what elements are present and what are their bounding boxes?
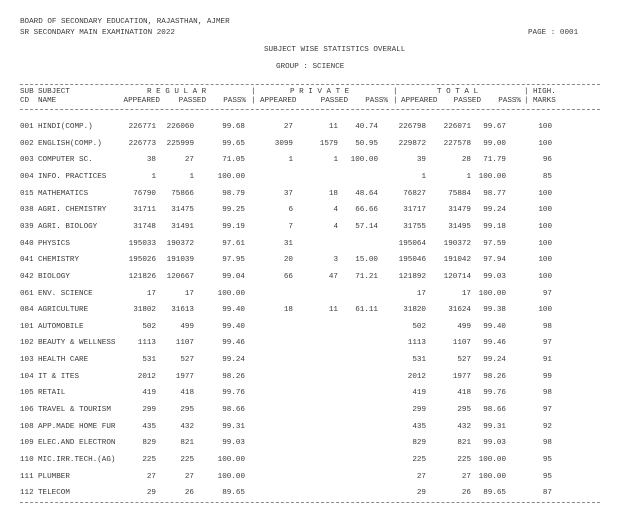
cell-reg-pass: 432 — [180, 422, 194, 431]
cell-reg-pass: 499 — [180, 322, 194, 331]
col-tot-appeared: APPEARED — [401, 97, 438, 105]
cell-tot-pass: 226071 — [443, 123, 471, 131]
cell-code: 061 — [20, 289, 34, 298]
cell-reg-pct: 98.66 — [222, 406, 245, 415]
cell-high: 100 — [538, 123, 552, 131]
cell-reg-pct: 99.40 — [222, 322, 245, 331]
table-row — [0, 172, 620, 182]
cell-reg-pct: 71.05 — [222, 156, 245, 165]
cell-reg-app: 195026 — [128, 256, 156, 265]
cell-reg-pct: 97.61 — [222, 239, 245, 248]
cell-tot-pct: 99.67 — [483, 123, 506, 131]
col-reg-appeared: APPEARED — [123, 97, 160, 105]
cell-tot-app: 435 — [412, 422, 426, 431]
cell-tot-pass: 191042 — [443, 256, 471, 265]
cell-tot-pass: 120714 — [443, 272, 471, 281]
cell-name: COMPUTER SC. — [38, 156, 93, 165]
cell-name: APP.MADE HOME FUR — [38, 422, 116, 431]
cell-tot-app: 27 — [416, 472, 426, 481]
cell-prv-pass: 11 — [328, 306, 338, 315]
cell-reg-app: 419 — [142, 389, 156, 398]
cell-tot-pct: 99.00 — [483, 139, 506, 148]
cell-tot-pct: 98.66 — [483, 406, 506, 415]
cell-reg-pass: 527 — [180, 356, 194, 365]
cell-high: 100 — [538, 139, 552, 148]
table-bottom-rule — [20, 502, 600, 503]
cell-prv-pass: 11 — [328, 123, 338, 131]
cell-tot-pct: 98.26 — [483, 372, 506, 381]
cell-tot-pct: 89.65 — [483, 489, 506, 498]
cell-prv-app: 3099 — [274, 139, 293, 148]
cell-tot-pct: 97.94 — [483, 256, 506, 265]
cell-reg-app: 299 — [142, 406, 156, 415]
cell-tot-pass: 225 — [457, 456, 471, 464]
cell-tot-pct: 99.24 — [483, 356, 506, 365]
cell-code: 108 — [20, 422, 34, 431]
cell-prv-pct: 48.64 — [355, 189, 378, 198]
cell-reg-app: 121826 — [128, 272, 156, 281]
cell-reg-app: 226773 — [128, 139, 156, 148]
cell-reg-pct: 99.76 — [222, 389, 245, 398]
cell-name: IT & ITES — [38, 372, 80, 381]
cell-reg-pct: 100.00 — [217, 172, 245, 181]
cell-high: 95 — [542, 456, 552, 464]
cell-high: 95 — [542, 472, 552, 481]
cell-reg-app: 1 — [151, 172, 156, 181]
col-separator: | — [251, 88, 256, 96]
cell-prv-pass: 18 — [328, 189, 338, 198]
cell-tot-pass: 295 — [457, 406, 471, 415]
col-high: HIGH. — [533, 88, 556, 96]
cell-tot-pct: 71.79 — [483, 156, 506, 165]
table-row — [0, 205, 620, 215]
table-row — [0, 255, 620, 265]
cell-tot-pass: 17 — [461, 289, 471, 298]
table-row — [0, 455, 620, 465]
cell-reg-app: 1113 — [137, 339, 156, 348]
cell-reg-pct: 100.00 — [217, 289, 245, 298]
col-tot-pass-pct: PASS% — [498, 97, 521, 105]
cell-reg-app: 76790 — [133, 189, 156, 198]
cell-tot-pct: 99.24 — [483, 206, 506, 215]
cell-tot-pct: 99.03 — [483, 272, 506, 281]
cell-reg-pass: 31491 — [171, 222, 194, 231]
cell-reg-app: 2012 — [137, 372, 156, 381]
cell-high: 100 — [538, 256, 552, 265]
cell-high: 96 — [542, 156, 552, 165]
page-number: PAGE : 0001 — [528, 29, 579, 37]
cell-tot-pass: 75884 — [448, 189, 471, 198]
cell-tot-app: 1 — [421, 172, 426, 181]
cell-high: 99 — [542, 372, 552, 381]
cell-reg-pct: 100.00 — [217, 472, 245, 481]
cell-prv-pass: 47 — [328, 272, 338, 281]
cell-high: 91 — [542, 356, 552, 365]
cell-high: 100 — [538, 239, 552, 248]
cell-tot-pass: 1107 — [452, 339, 471, 348]
cell-high: 97 — [542, 406, 552, 415]
cell-name: AUTOMOBILE — [38, 322, 84, 331]
col-separator: | — [524, 88, 529, 96]
cell-tot-pct: 97.59 — [483, 239, 506, 248]
cell-tot-app: 31820 — [403, 306, 426, 315]
cell-high: 98 — [542, 439, 552, 448]
col-subject: SUBJECT — [38, 88, 70, 96]
table-row — [0, 355, 620, 365]
cell-reg-pct: 99.31 — [222, 422, 245, 431]
cell-code: 002 — [20, 139, 34, 148]
table-row — [0, 272, 620, 282]
cell-tot-app: 17 — [416, 289, 426, 298]
cell-name: CHEMISTRY — [38, 256, 80, 265]
cell-high: 100 — [538, 189, 552, 198]
cell-tot-app: 299 — [412, 406, 426, 415]
col-cd: CD — [20, 97, 30, 105]
col-sub: SUB — [20, 88, 34, 96]
cell-code: 101 — [20, 322, 34, 331]
cell-high: 100 — [538, 206, 552, 215]
table-row — [0, 372, 620, 382]
cell-code: 003 — [20, 156, 34, 165]
cell-tot-pass: 28 — [461, 156, 471, 165]
table-row — [0, 222, 620, 232]
cell-code: 103 — [20, 356, 34, 365]
cell-prv-app: 27 — [283, 123, 293, 131]
cell-code: 040 — [20, 239, 34, 248]
cell-code: 104 — [20, 372, 34, 381]
col-separator: | — [393, 97, 398, 105]
table-row — [0, 438, 620, 448]
cell-reg-pct: 99.46 — [222, 339, 245, 348]
cell-name: INFO. PRACTICES — [38, 172, 107, 181]
cell-tot-app: 31717 — [403, 206, 426, 215]
cell-name: MIC.IRR.TECH.(AG) — [38, 456, 116, 464]
cell-high: 100 — [538, 306, 552, 315]
cell-tot-pct: 100.00 — [478, 172, 506, 181]
cell-reg-pass: 190372 — [166, 239, 194, 248]
cell-code: 015 — [20, 189, 34, 198]
cell-prv-pct: 50.95 — [355, 139, 378, 148]
cell-name: RETAIL — [38, 389, 66, 398]
table-row — [0, 239, 620, 249]
cell-reg-pass: 75866 — [171, 189, 194, 198]
cell-code: 111 — [20, 472, 34, 481]
cell-code: 112 — [20, 489, 34, 498]
cell-prv-pct: 40.74 — [355, 123, 378, 131]
cell-name: ENGLISH(COMP.) — [38, 139, 102, 148]
table-row — [0, 388, 620, 398]
cell-tot-app: 829 — [412, 439, 426, 448]
cell-prv-app: 37 — [283, 189, 293, 198]
cell-reg-pass: 418 — [180, 389, 194, 398]
cell-reg-pct: 99.04 — [222, 272, 245, 281]
cell-tot-pass: 31479 — [448, 206, 471, 215]
cell-code: 105 — [20, 389, 34, 398]
cell-reg-pass: 26 — [184, 489, 194, 498]
cell-high: 98 — [542, 389, 552, 398]
cell-code: 038 — [20, 206, 34, 215]
cell-prv-pct: 100.00 — [350, 156, 378, 165]
cell-code: 106 — [20, 406, 34, 415]
cell-high: 100 — [538, 272, 552, 281]
cell-prv-pct: 57.14 — [355, 222, 378, 231]
cell-name: MATHEMATICS — [38, 189, 89, 198]
cell-reg-app: 195033 — [128, 239, 156, 248]
cell-reg-pct: 99.40 — [222, 306, 245, 315]
cell-prv-pct: 15.00 — [355, 256, 378, 265]
cell-reg-pass: 31475 — [171, 206, 194, 215]
report-title: SUBJECT WISE STATISTICS OVERALL — [264, 46, 406, 54]
cell-reg-pass: 120667 — [166, 272, 194, 281]
cell-prv-app: 31 — [283, 239, 293, 248]
cell-code: 004 — [20, 172, 34, 181]
col-separator: | — [524, 97, 529, 105]
table-row — [0, 305, 620, 315]
cell-name: TELECOM — [38, 489, 70, 498]
cell-tot-pass: 499 — [457, 322, 471, 331]
cell-tot-app: 121892 — [398, 272, 426, 281]
cell-tot-pass: 1977 — [452, 372, 471, 381]
cell-name: BEAUTY & WELLNESS — [38, 339, 116, 348]
cell-name: AGRI. BIOLOGY — [38, 222, 98, 231]
cell-reg-pass: 191039 — [166, 256, 194, 265]
cell-prv-app: 20 — [283, 256, 293, 265]
cell-prv-pct: 66.66 — [355, 206, 378, 215]
cell-reg-app: 31802 — [133, 306, 156, 315]
cell-tot-pct: 99.40 — [483, 322, 506, 331]
cell-reg-pct: 99.03 — [222, 439, 245, 448]
cell-name: AGRI. CHEMISTRY — [38, 206, 107, 215]
cell-tot-pct: 99.46 — [483, 339, 506, 348]
table-row — [0, 322, 620, 332]
cell-tot-app: 531 — [412, 356, 426, 365]
cell-prv-pass: 1 — [333, 156, 338, 165]
cell-tot-pct: 100.00 — [478, 289, 506, 298]
col-separator: | — [251, 97, 256, 105]
cell-tot-pass: 27 — [461, 472, 471, 481]
cell-high: 92 — [542, 422, 552, 431]
cell-prv-app: 7 — [288, 222, 293, 231]
cell-tot-pct: 99.76 — [483, 389, 506, 398]
cell-tot-pass: 432 — [457, 422, 471, 431]
cell-reg-pass: 31613 — [171, 306, 194, 315]
cell-reg-app: 225 — [142, 456, 156, 464]
cell-name: ENV. SCIENCE — [38, 289, 93, 298]
col-prv-appeared: APPEARED — [260, 97, 297, 105]
cell-tot-pass: 527 — [457, 356, 471, 365]
cell-name: HEALTH CARE — [38, 356, 89, 365]
cell-prv-pct: 61.11 — [355, 306, 378, 315]
cell-code: 109 — [20, 439, 34, 448]
table-row — [0, 338, 620, 348]
exam-name: SR SECONDARY MAIN EXAMINATION 2022 — [20, 29, 175, 37]
cell-code: 039 — [20, 222, 34, 231]
cell-tot-pass: 418 — [457, 389, 471, 398]
cell-high: 97 — [542, 339, 552, 348]
cell-reg-app: 829 — [142, 439, 156, 448]
cell-reg-pass: 27 — [184, 156, 194, 165]
cell-tot-pct: 100.00 — [478, 456, 506, 464]
cell-tot-pass: 190372 — [443, 239, 471, 248]
cell-tot-app: 1113 — [407, 339, 426, 348]
group-label: GROUP : SCIENCE — [276, 63, 345, 71]
col-private-group: P R I V A T E — [290, 88, 350, 96]
cell-tot-pass: 227578 — [443, 139, 471, 148]
cell-reg-pct: 98.79 — [222, 189, 245, 198]
cell-tot-pct: 98.77 — [483, 189, 506, 198]
cell-tot-app: 195064 — [398, 239, 426, 248]
cell-name: BIOLOGY — [38, 272, 70, 281]
table-row — [0, 122, 620, 132]
table-row — [0, 488, 620, 498]
header-top-rule — [20, 84, 600, 85]
col-reg-pass-pct: PASS% — [223, 97, 246, 105]
cell-code: 110 — [20, 456, 34, 464]
table-row — [0, 189, 620, 199]
col-tot-passed: PASSED — [453, 97, 481, 105]
cell-reg-pct: 99.19 — [222, 222, 245, 231]
cell-prv-app: 6 — [288, 206, 293, 215]
cell-reg-app: 531 — [142, 356, 156, 365]
cell-reg-pass: 821 — [180, 439, 194, 448]
cell-tot-app: 226798 — [398, 123, 426, 131]
cell-tot-app: 195046 — [398, 256, 426, 265]
cell-code: 042 — [20, 272, 34, 281]
cell-reg-pass: 295 — [180, 406, 194, 415]
cell-high: 87 — [542, 489, 552, 498]
cell-reg-app: 17 — [146, 289, 156, 298]
col-marks: MARKS — [533, 97, 556, 105]
cell-code: 084 — [20, 306, 34, 315]
cell-reg-pass: 17 — [184, 289, 194, 298]
cell-tot-pct: 99.38 — [483, 306, 506, 315]
cell-reg-pct: 99.68 — [222, 123, 245, 131]
cell-prv-pass: 4 — [333, 206, 338, 215]
cell-reg-app: 38 — [146, 156, 156, 165]
col-prv-passed: PASSED — [320, 97, 348, 105]
cell-code: 041 — [20, 256, 34, 265]
table-row — [0, 139, 620, 149]
table-row — [0, 405, 620, 415]
cell-code: 102 — [20, 339, 34, 348]
cell-high: 100 — [538, 222, 552, 231]
cell-reg-app: 31711 — [133, 206, 156, 215]
cell-prv-pct: 71.21 — [355, 272, 378, 281]
cell-high: 98 — [542, 322, 552, 331]
cell-high: 85 — [542, 172, 552, 181]
table-row — [0, 289, 620, 299]
cell-prv-app: 18 — [283, 306, 293, 315]
cell-tot-pass: 31624 — [448, 306, 471, 315]
cell-reg-app: 27 — [146, 472, 156, 481]
cell-name: PHYSICS — [38, 239, 70, 248]
board-name: BOARD OF SECONDARY EDUCATION, RAJASTHAN, AJMER — [20, 18, 230, 26]
cell-tot-app: 419 — [412, 389, 426, 398]
cell-reg-app: 226771 — [128, 123, 156, 131]
cell-reg-pct: 99.65 — [222, 139, 245, 148]
cell-reg-pass: 225 — [180, 456, 194, 464]
cell-high: 97 — [542, 289, 552, 298]
table-row — [0, 422, 620, 432]
cell-reg-pass: 1977 — [175, 372, 194, 381]
cell-reg-pct: 99.25 — [222, 206, 245, 215]
cell-reg-app: 435 — [142, 422, 156, 431]
col-separator: | — [393, 88, 398, 96]
cell-tot-pct: 100.00 — [478, 472, 506, 481]
cell-tot-app: 31755 — [403, 222, 426, 231]
cell-tot-app: 39 — [416, 156, 426, 165]
cell-name: HINDI(COMP.) — [38, 123, 93, 131]
cell-tot-pct: 99.03 — [483, 439, 506, 448]
col-regular-group: R E G U L A R — [147, 88, 207, 96]
cell-reg-app: 29 — [146, 489, 156, 498]
cell-tot-pass: 821 — [457, 439, 471, 448]
cell-reg-pass: 1 — [189, 172, 194, 181]
cell-tot-pass: 31495 — [448, 222, 471, 231]
cell-reg-pct: 98.26 — [222, 372, 245, 381]
cell-reg-pct: 99.24 — [222, 356, 245, 365]
cell-name: PLUMBER — [38, 472, 70, 481]
cell-tot-pass: 26 — [461, 489, 471, 498]
cell-name: ELEC.AND ELECTRON — [38, 439, 116, 448]
cell-prv-pass: 3 — [333, 256, 338, 265]
cell-reg-pass: 226060 — [166, 123, 194, 131]
cell-tot-pct: 99.31 — [483, 422, 506, 431]
cell-prv-pass: 1579 — [319, 139, 338, 148]
cell-reg-pct: 89.65 — [222, 489, 245, 498]
cell-prv-pass: 4 — [333, 222, 338, 231]
cell-reg-pct: 100.00 — [217, 456, 245, 464]
cell-tot-pct: 99.18 — [483, 222, 506, 231]
cell-tot-app: 29 — [416, 489, 426, 498]
cell-prv-app: 1 — [288, 156, 293, 165]
header-bottom-rule — [20, 109, 600, 110]
col-total-group: T O T A L — [437, 88, 479, 96]
table-row — [0, 155, 620, 165]
cell-reg-pass: 27 — [184, 472, 194, 481]
cell-tot-pass: 1 — [466, 172, 471, 181]
cell-reg-app: 31748 — [133, 222, 156, 231]
cell-name: AGRICULTURE — [38, 306, 89, 315]
col-name: NAME — [38, 97, 57, 105]
cell-prv-app: 66 — [283, 272, 293, 281]
cell-tot-app: 225 — [412, 456, 426, 464]
cell-name: TRAVEL & TOURISM — [38, 406, 111, 415]
cell-code: 001 — [20, 123, 34, 131]
cell-reg-pass: 225999 — [166, 139, 194, 148]
cell-reg-app: 502 — [142, 322, 156, 331]
cell-tot-app: 76827 — [403, 189, 426, 198]
cell-reg-pass: 1107 — [175, 339, 194, 348]
cell-reg-pct: 97.95 — [222, 256, 245, 265]
col-prv-pass-pct: PASS% — [365, 97, 388, 105]
cell-tot-app: 229872 — [398, 139, 426, 148]
cell-tot-app: 502 — [412, 322, 426, 331]
cell-tot-app: 2012 — [407, 372, 426, 381]
table-row — [0, 472, 620, 482]
col-reg-passed: PASSED — [178, 97, 206, 105]
